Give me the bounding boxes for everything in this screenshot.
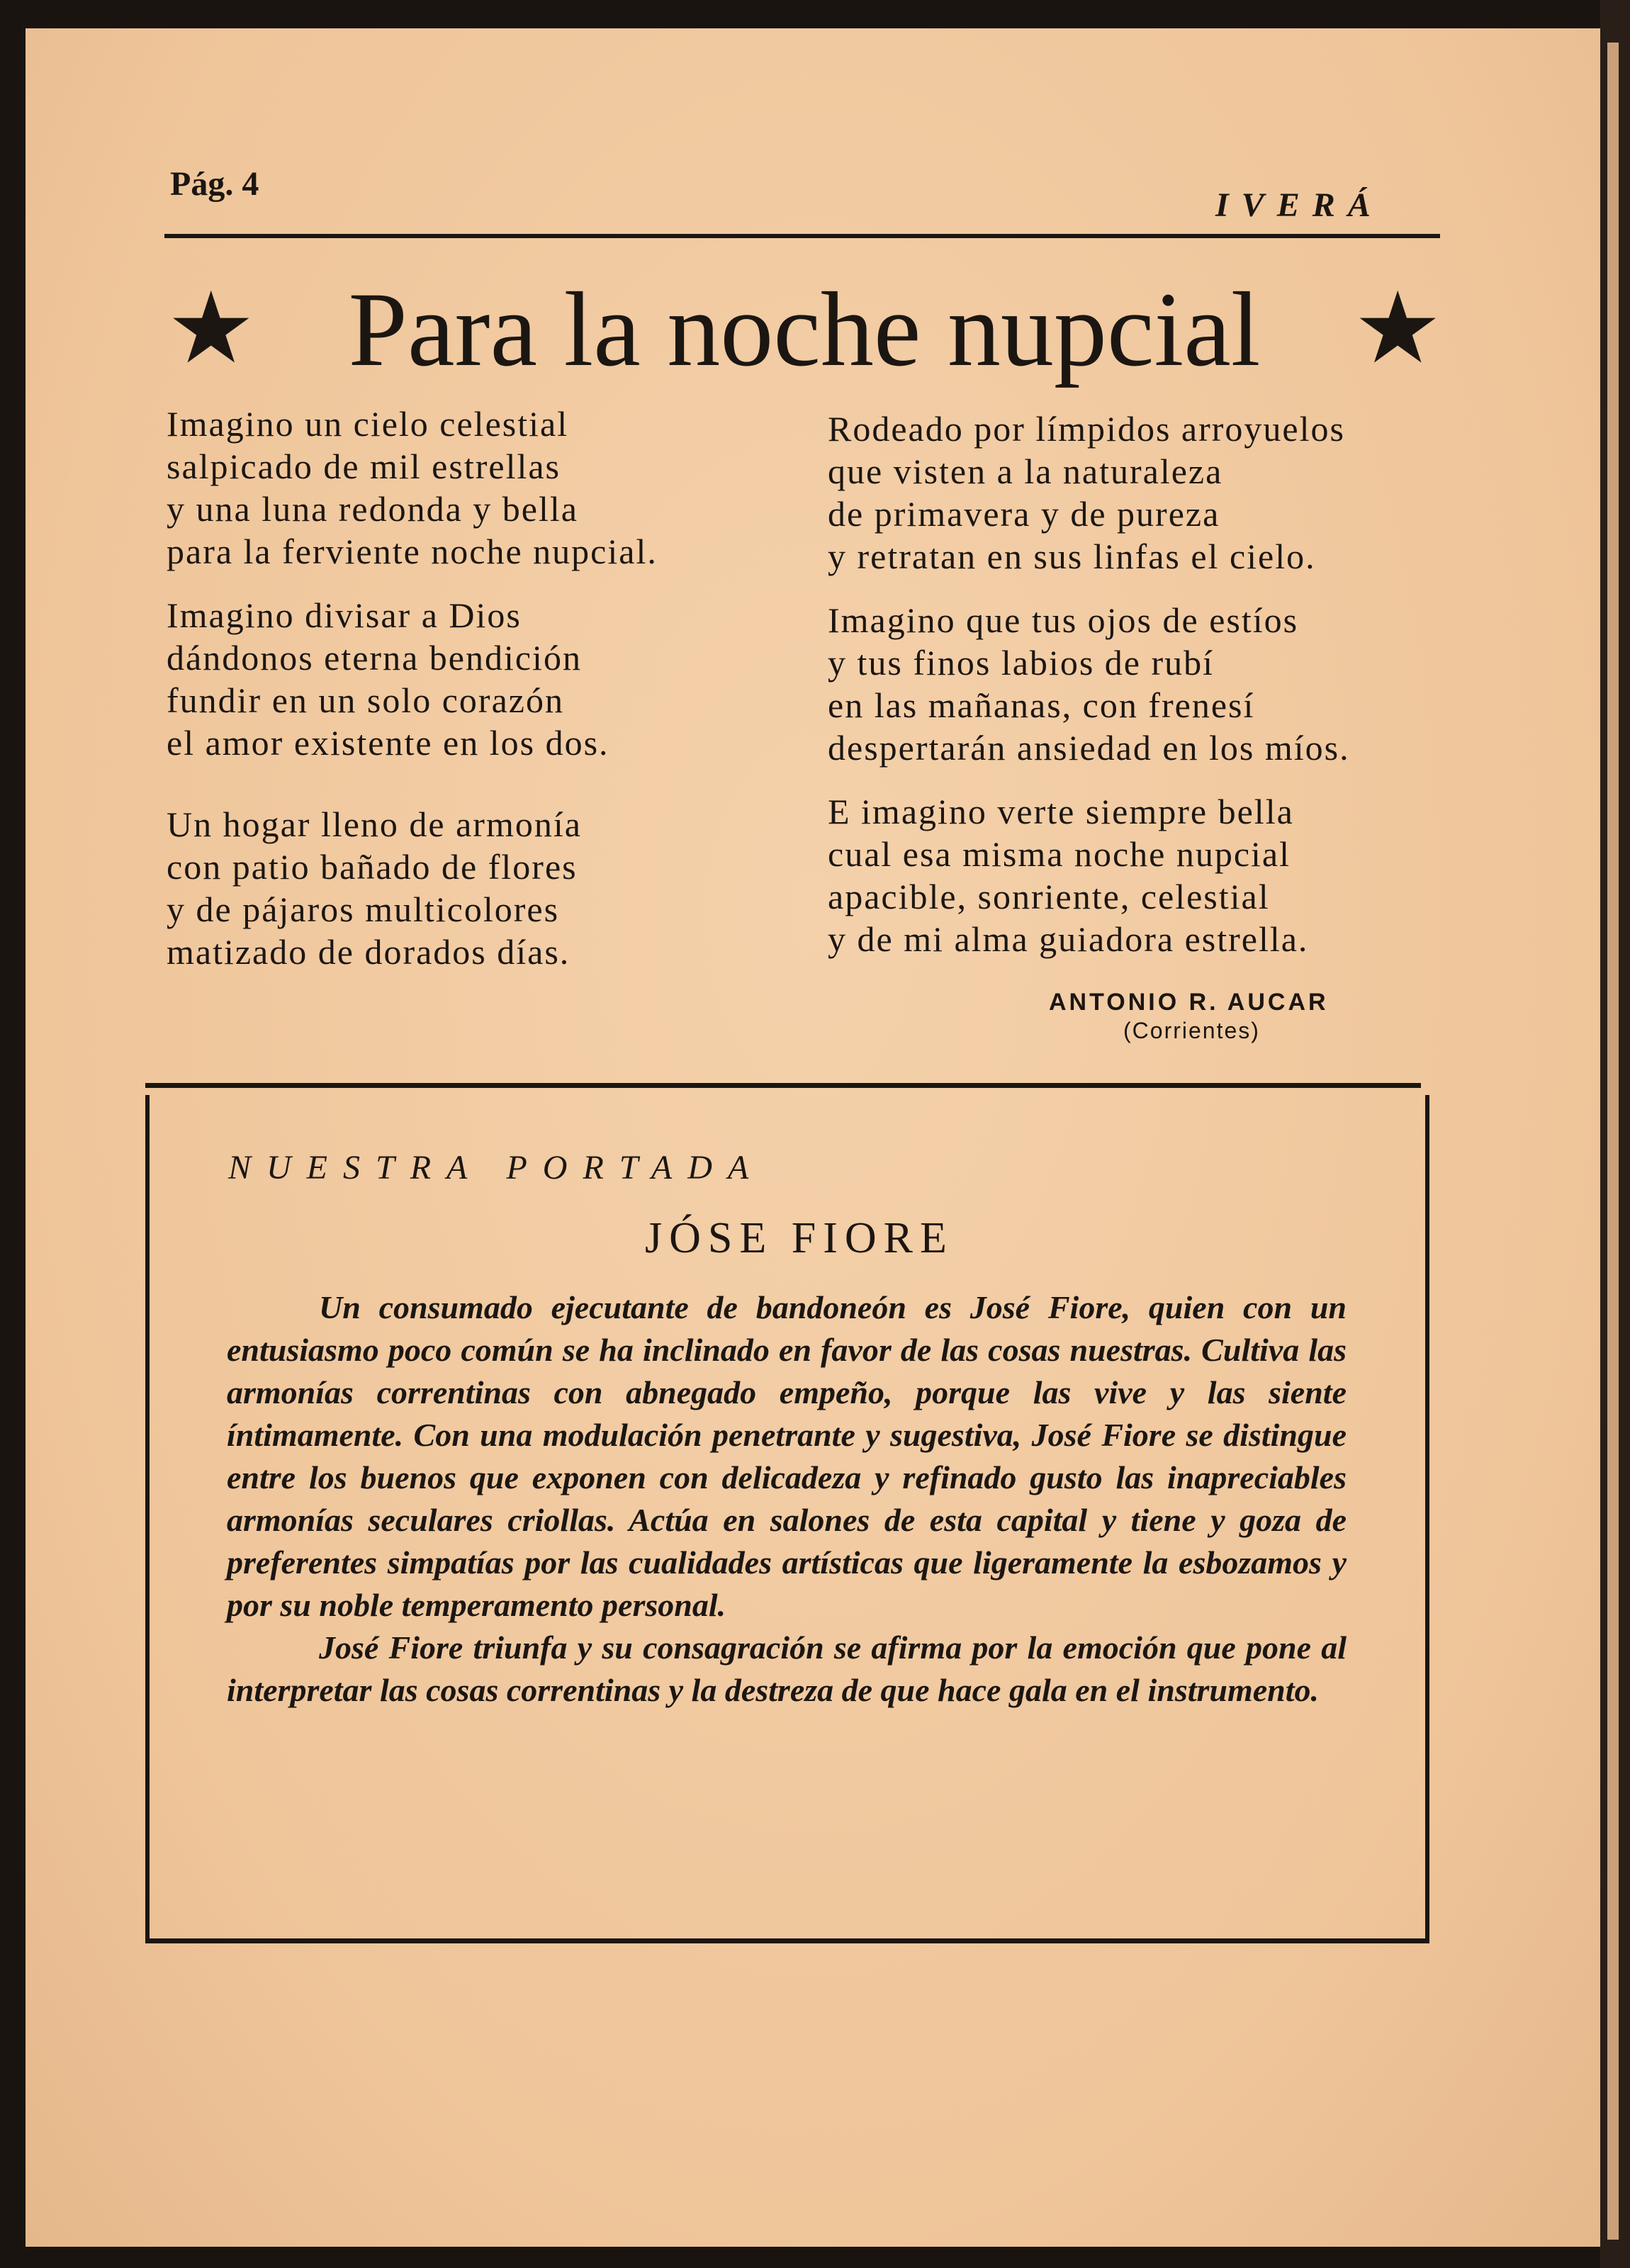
verse-line: Imagino divisar a Dios <box>167 595 522 635</box>
verse-line: despertarán ansiedad en los míos. <box>828 728 1350 768</box>
verse-line: Imagino un cielo celestial <box>167 404 569 444</box>
verse-line: que visten a la naturaleza <box>828 451 1223 491</box>
verse-line: apacible, sonriente, celestial <box>828 877 1270 916</box>
poem-title: Para la noche nupcial <box>348 271 1261 388</box>
magazine-name: IVERÁ <box>1215 186 1383 224</box>
verse-line: de primavera y de pureza <box>828 494 1220 534</box>
verse-line: dándonos eterna bendición <box>167 638 582 678</box>
verse-line: con patio bañado de flores <box>167 847 578 887</box>
stanza <box>167 594 804 764</box>
verse-line: fundir en un solo corazón <box>167 680 564 720</box>
verse-line: y tus finos labios de rubí <box>828 643 1215 683</box>
star-icon: ★ <box>1353 274 1442 384</box>
verse-line: Imagino que tus ojos de estíos <box>828 600 1299 640</box>
verse-line: y retratan en sus linfas el cielo. <box>828 537 1316 576</box>
stanza <box>167 803 804 973</box>
poem-left-column <box>167 403 804 994</box>
verse-line: para la ferviente noche nupcial. <box>167 532 658 571</box>
portada-kicker: NUESTRA PORTADA <box>228 1149 765 1186</box>
verse-line: y de mi alma guiadora estrella. <box>828 919 1309 959</box>
page-edge-paper <box>1607 43 1619 2240</box>
verse-line: salpicado de mil estrellas <box>167 447 561 486</box>
poem-title-row <box>167 266 1442 393</box>
portada-text <box>227 1286 1347 1712</box>
verse-line: Rodeado por límpidos arroyuelos <box>828 409 1345 449</box>
stanza <box>828 408 1466 578</box>
stanza <box>167 403 804 573</box>
stanza <box>828 599 1466 769</box>
poem-right-column <box>828 408 1466 982</box>
poem-author: ANTONIO R. AUCAR <box>1049 989 1329 1016</box>
poem-place: (Corrientes) <box>1123 1018 1260 1043</box>
paragraph: José Fiore triunfa y su consagración se afirma por la emoción que pone al interpretar las cosas correntinas y la destreza de que hace gala en el instrumento. <box>227 1629 1347 1708</box>
stanza <box>828 790 1466 960</box>
verse-line: matizado de dorados días. <box>167 932 570 972</box>
verse-line: cual esa misma noche nupcial <box>828 834 1291 874</box>
verse-line: el amor existente en los dos. <box>167 723 609 763</box>
verse-line: en las mañanas, con frenesí <box>828 685 1255 725</box>
verse-line: y una luna redonda y bella <box>167 489 578 529</box>
page-number: Pág. 4 <box>170 165 259 203</box>
paragraph: Un consumado ejecutante de bandoneón es José Fiore, quien con un entusiasmo poco común se ha inclinado en favor de las cosas nuestras. Cultiva las armonías correntinas con abnegado empeño, porque las vive y las siente íntimamente. Con una modulación penetrante y sugestiva, José Fiore se distingue entre los buenos que exponen con delicadeza y refinado gusto las inapreciables armonías seculares criollas. Actúa en salones de esta capital y tiene y goza de preferentes simpatías por las cualidades artísticas que ligeramente la esbozamos y por su noble temperamento personal. <box>227 1289 1347 1623</box>
portada-name: JÓSE FIORE <box>645 1214 954 1262</box>
box-top-rule <box>145 1083 1421 1088</box>
header-rule <box>164 234 1440 238</box>
verse-line: y de pájaros multicolores <box>167 889 560 929</box>
verse-line: Un hogar lleno de armonía <box>167 804 582 844</box>
verse-line: E imagino verte siempre bella <box>828 792 1294 831</box>
star-icon: ★ <box>167 274 256 384</box>
